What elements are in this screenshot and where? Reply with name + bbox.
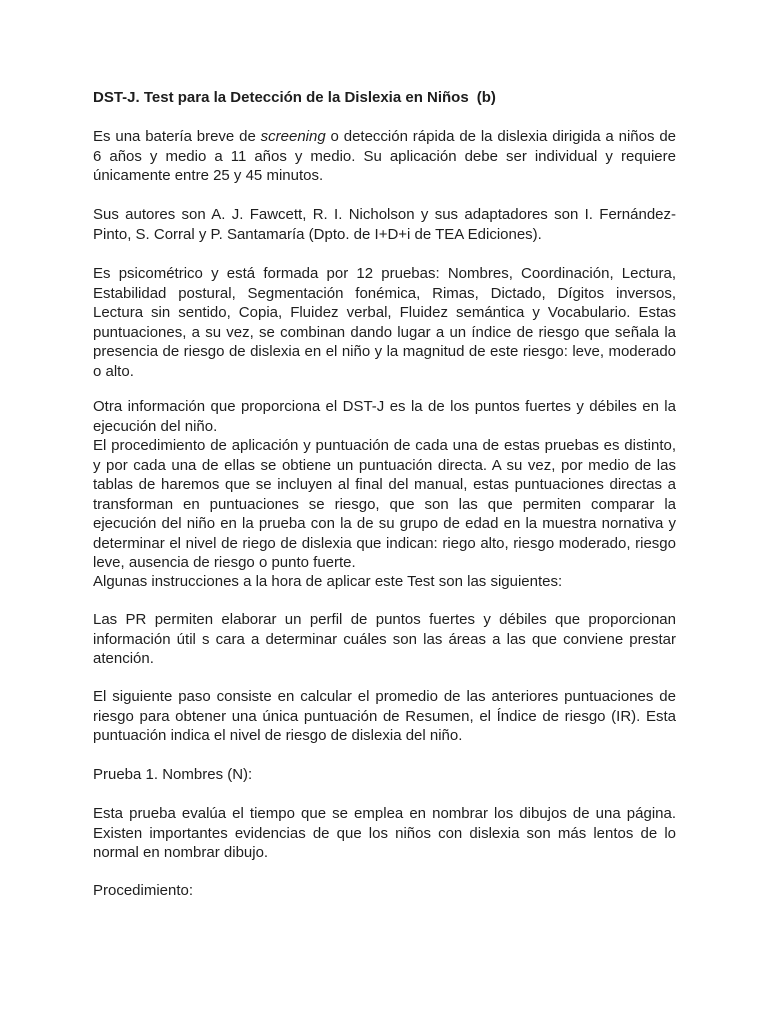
intro-before: Es una batería breve de [93,128,261,145]
other-info-paragraph: Otra información que proporciona el DST-J es la de los puntos fuertes y débiles en la ejecución del niño. [93,398,676,435]
intro-emphasis: screening [260,128,326,145]
intro-paragraph [93,127,676,186]
procedure-heading: Procedimiento: [93,882,194,899]
test1-heading: Prueba 1. Nombres (N): [93,766,253,783]
next-step-paragraph: El siguiente paso consiste en calcular el promedio de las anteriores puntuaciones de riesgo para obtener una única puntuación de Resumen, el Índice de riesgo (IR). Esta puntuación indica el nivel de riesgo de dislexia del niño. [93,688,676,744]
psychometric-paragraph: Es psicométrico y está formada por 12 pruebas: Nombres, Coordinación, Lectura, Estabilidad postural, Segmentación fonémica, Rimas, Dictado, Dígitos inversos, Lectura sin sentido, Copia, Fluidez verbal, Fluidez semántica y Vocabulario. Estas puntuaciones, a su vez, se combinan dando lugar a un índice de riesgo que señala la presencia de riesgo de dislexia en el niño y la magnitud de este riesgo: leve, moderado o alto. [93,265,676,380]
title-text: DST-J. Test para la Detección de la Dislexia en Niños [93,89,469,106]
document-title [93,88,676,108]
title-suffix: (b) [476,89,496,106]
procedure-paragraph: El procedimiento de aplicación y puntuación de cada una de estas pruebas es distinto, y por cada una de ellas se obtiene un puntuación directa. A su vez, por medio de las tablas de haremos que se incluyen al final del manual, estas puntuaciones directas a transforman en puntuaciones se riesgo, que son las que permiten comparar la ejecución del niño en la prueba con la de su grupo de edad en la muestra nornativa y determinar el nivel de riego de dislexia que indican: riego alto, riesgo moderado, riesgo leve, ausencia de riesgo o punto fuerte. [93,437,676,571]
test1-description: Esta prueba evalúa el tiempo que se emplea en nombrar los dibujos de una página. Existen importantes evidencias de que los niños con dislexia son más lentos de lo normal en nombrar dibujo. [93,805,676,861]
authors-paragraph: Sus autores son A. J. Fawcett, R. I. Nicholson y sus adaptadores son I. Fernández-Pinto, S. Corral y P. Santamaría (Dpto. de I+D+i de TEA Ediciones). [93,206,676,243]
intro-after: o detección rápida de la dislexia dirigida a niños de 6 años y medio a 11 años y medio. Su aplicación debe ser individual y requiere únicamente entre 25 y 45 minutos. [93,128,676,184]
instructions-paragraph: Algunas instrucciones a la hora de aplicar este Test son las siguientes: [93,573,563,590]
pr-profile-paragraph: Las PR permiten elaborar un perfil de puntos fuertes y débiles que proporcionan información útil s cara a determinar cuáles son las áreas a las que conviene prestar atención. [93,611,676,667]
